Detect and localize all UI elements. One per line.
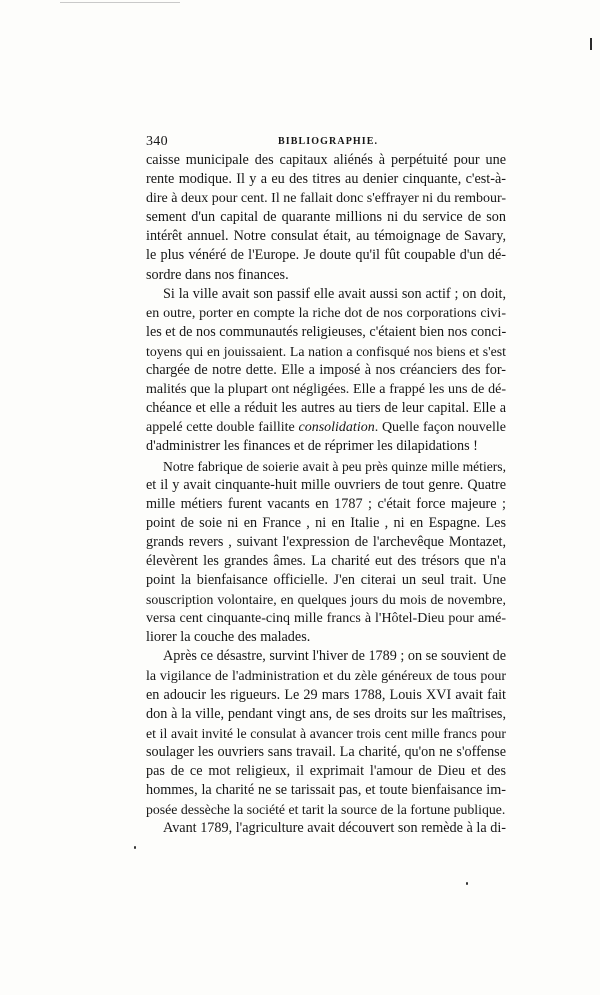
text-line: versa cent cinquante-cinq mille francs à l'Hôtel-Dieu pour amé- (146, 611, 506, 627)
text-line: don à la ville, pendant vingt ans, de ses droits sur les maîtrises, (146, 705, 506, 722)
text-line: en adoucir les rigueurs. Le 29 mars 1788, Louis XVI avait fait (146, 686, 506, 703)
text-line: liorer la couche des malades. (146, 629, 311, 646)
text-line: caisse municipale des capitaux aliénés à perpétuité pour une (146, 152, 506, 168)
text-line: souscription volontaire, en quelques jours du mois de novembre, (146, 592, 506, 608)
running-title: BIBLIOGRAPHIE. (278, 136, 379, 147)
text-line: soulager les ouvriers sans travail. La charité, qu'on ne s'offense (146, 743, 506, 760)
italic-term: consolidation (298, 420, 375, 436)
text-line: point la bienfaisance officielle. J'en citerai un seul trait. Une (146, 572, 506, 589)
text-line: point de soie ni en France , ni en Italie , ni en Espagne. Les (146, 514, 506, 531)
text-line: et il y avait cinquante-huit mille ouvriers de tout genre. Quatre (146, 476, 506, 493)
top-edge-rule (60, 2, 180, 3)
text-line: la vigilance de l'administration et du zèle généreux de tous pour (146, 668, 506, 684)
text-line: élevèrent les grandes âmes. La charité eut des trésors que n'a (146, 552, 506, 569)
text-line: mille métiers furent vacants en 1787 ; c'était force majeure ; (146, 495, 506, 512)
text-line: grands revers , suivant l'expression de l'archevêque Montazet, (146, 533, 506, 550)
text-line: le plus vénéré de l'Europe. Je doute qu'il fût coupable d'un dé- (146, 247, 506, 264)
text-line: et il avait invité le consulat à avancer trois cent mille francs pour (146, 725, 506, 741)
text-line: appelé cette double faillite consolidation. Quelle façon nouvelle (146, 420, 506, 436)
text-line: dire à deux pour cent. Il ne fallait donc s'effrayer ni du rembour- (146, 191, 507, 207)
text-line: sordre dans nos finances. (146, 266, 289, 283)
text-line: Après ce désastre, survint l'hiver de 1789 ; on se souvient de (163, 648, 506, 665)
text-line: les et de nos communautés religieuses, c'étaient bien nos conci- (146, 323, 507, 340)
text-line: Notre fabrique de soierie avait à peu près quinze mille métiers, (163, 458, 506, 474)
text-line: en outre, porter en compte la riche dot de nos corporations civi- (146, 305, 506, 321)
text-line: d'administrer les finances et de réprimer les dilapidations ! (146, 438, 478, 455)
text-line: pas de ce mot religieux, il exprimait l'amour de Dieu et des (146, 763, 506, 779)
text-line: hommes, la charité ne se tarissait pas, et toute bienfaisance im- (146, 782, 506, 799)
text-line: posée dessèche la société et tarit la source de la fortune publique. (146, 802, 506, 818)
text-line: Avant 1789, l'agriculture avait découvert son remède à la di- (163, 820, 506, 837)
text-line: intérêt annuel. Notre consulat était, au témoignage de Savary, (146, 228, 506, 245)
edge-mark (590, 38, 592, 50)
text-line: Si la ville avait son passif elle avait aussi son actif ; on doit, (163, 285, 506, 302)
ink-speck (134, 846, 136, 849)
body-text (146, 151, 506, 838)
text-line: chéance et elle a réduit les autres au tiers de leur capital. Elle a (146, 400, 506, 417)
text-line: toyens qui en jouissaient. La nation a confisqué nos biens et s'est (146, 343, 506, 359)
text-line: chargée de notre dette. Elle a imposé à nos créanciers des for- (146, 362, 506, 379)
text-line: rente modique. Il y a eu des titres au denier cinquante, c'est-à- (146, 171, 506, 188)
text-line: malités que la plupart ont négligées. Elle a frappé les uns de dé- (146, 382, 506, 398)
page-number: 340 (146, 134, 168, 149)
text-line: sement d'un capital de quarante millions ni du service de son (146, 209, 506, 226)
ink-speck (466, 882, 468, 885)
